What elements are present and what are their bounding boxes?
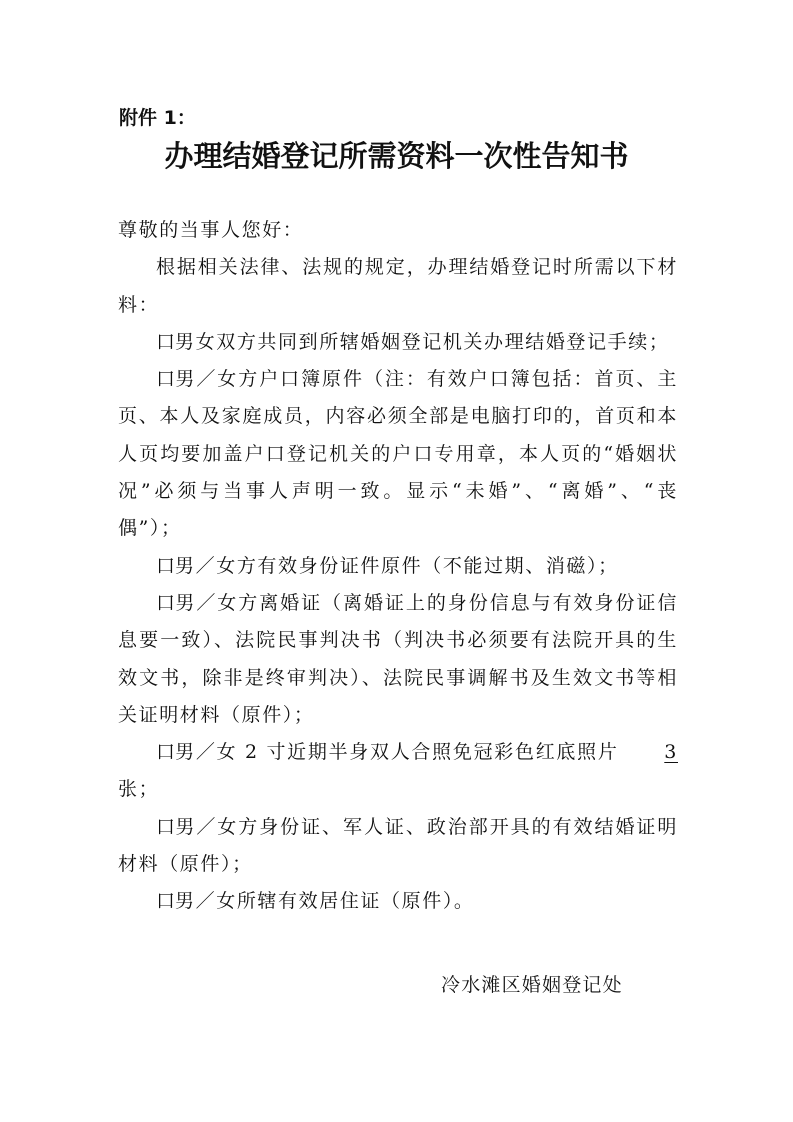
attachment-label: 附件 1： [119, 107, 196, 129]
checkbox-icon: 口 [156, 554, 176, 577]
list-item [118, 734, 678, 809]
list-item-text: 男／女方户口簿原件（注：有效户口簿包括：首页、主页、本人及家庭成员，内容必须全部是电脑打印的，首页和本人页均要加盖户口登记机关的户口专用章，本人页的“婚姻状况”必须与当事人声明一致。显示“未婚”、“离婚”、“丧偶”）； [118, 368, 678, 540]
list-item [118, 883, 678, 920]
checkbox-icon: 口 [156, 815, 176, 838]
checkbox-icon: 口 [156, 368, 176, 391]
list-item-text: 男／女方有效身份证件原件（不能过期、消磁）； [175, 554, 619, 577]
list-item [118, 585, 678, 734]
checkbox-icon: 口 [156, 591, 176, 614]
list-item [118, 809, 678, 884]
list-item [118, 548, 678, 585]
document-title: 办理结婚登记所需资料一次性告知书 [164, 139, 629, 173]
greeting: 尊敬的当事人您好： [118, 219, 304, 241]
list-item-text: 男／女所辖有效居住证（原件）。 [175, 890, 475, 913]
checkbox-icon: 口 [156, 890, 176, 913]
list-item [118, 324, 678, 361]
list-item-text: 男女双方共同到所辖婚姻登记机关办理结婚登记手续； [175, 330, 670, 353]
list-item [118, 361, 678, 547]
photo-count: 3 [664, 741, 678, 764]
list-item-text-suffix: 张； [118, 778, 160, 801]
list-item-text: 男／女方身份证、军人证、政治部开具的有效结婚证明材料（原件）； [118, 815, 678, 876]
document-body [118, 212, 678, 921]
intro-paragraph: 根据相关法律、法规的规定，办理结婚登记时所需以下材料： [118, 256, 678, 316]
checkbox-icon: 口 [156, 741, 176, 764]
checkbox-icon: 口 [156, 330, 176, 353]
list-item-text: 男／女方离婚证（离婚证上的身份信息与有效身份证信息要一致）、法院民事判决书（判决书必须要有法院开具的生效文书，除非是终审判决）、法院民事调解书及生效文书等相关证明材料（原件）； [118, 591, 678, 726]
issuer-signature: 冷水滩区婚姻登记处 [441, 974, 623, 996]
list-item-text: 男／女 2 寸近期半身双人合照免冠彩色红底照片 [175, 741, 627, 764]
